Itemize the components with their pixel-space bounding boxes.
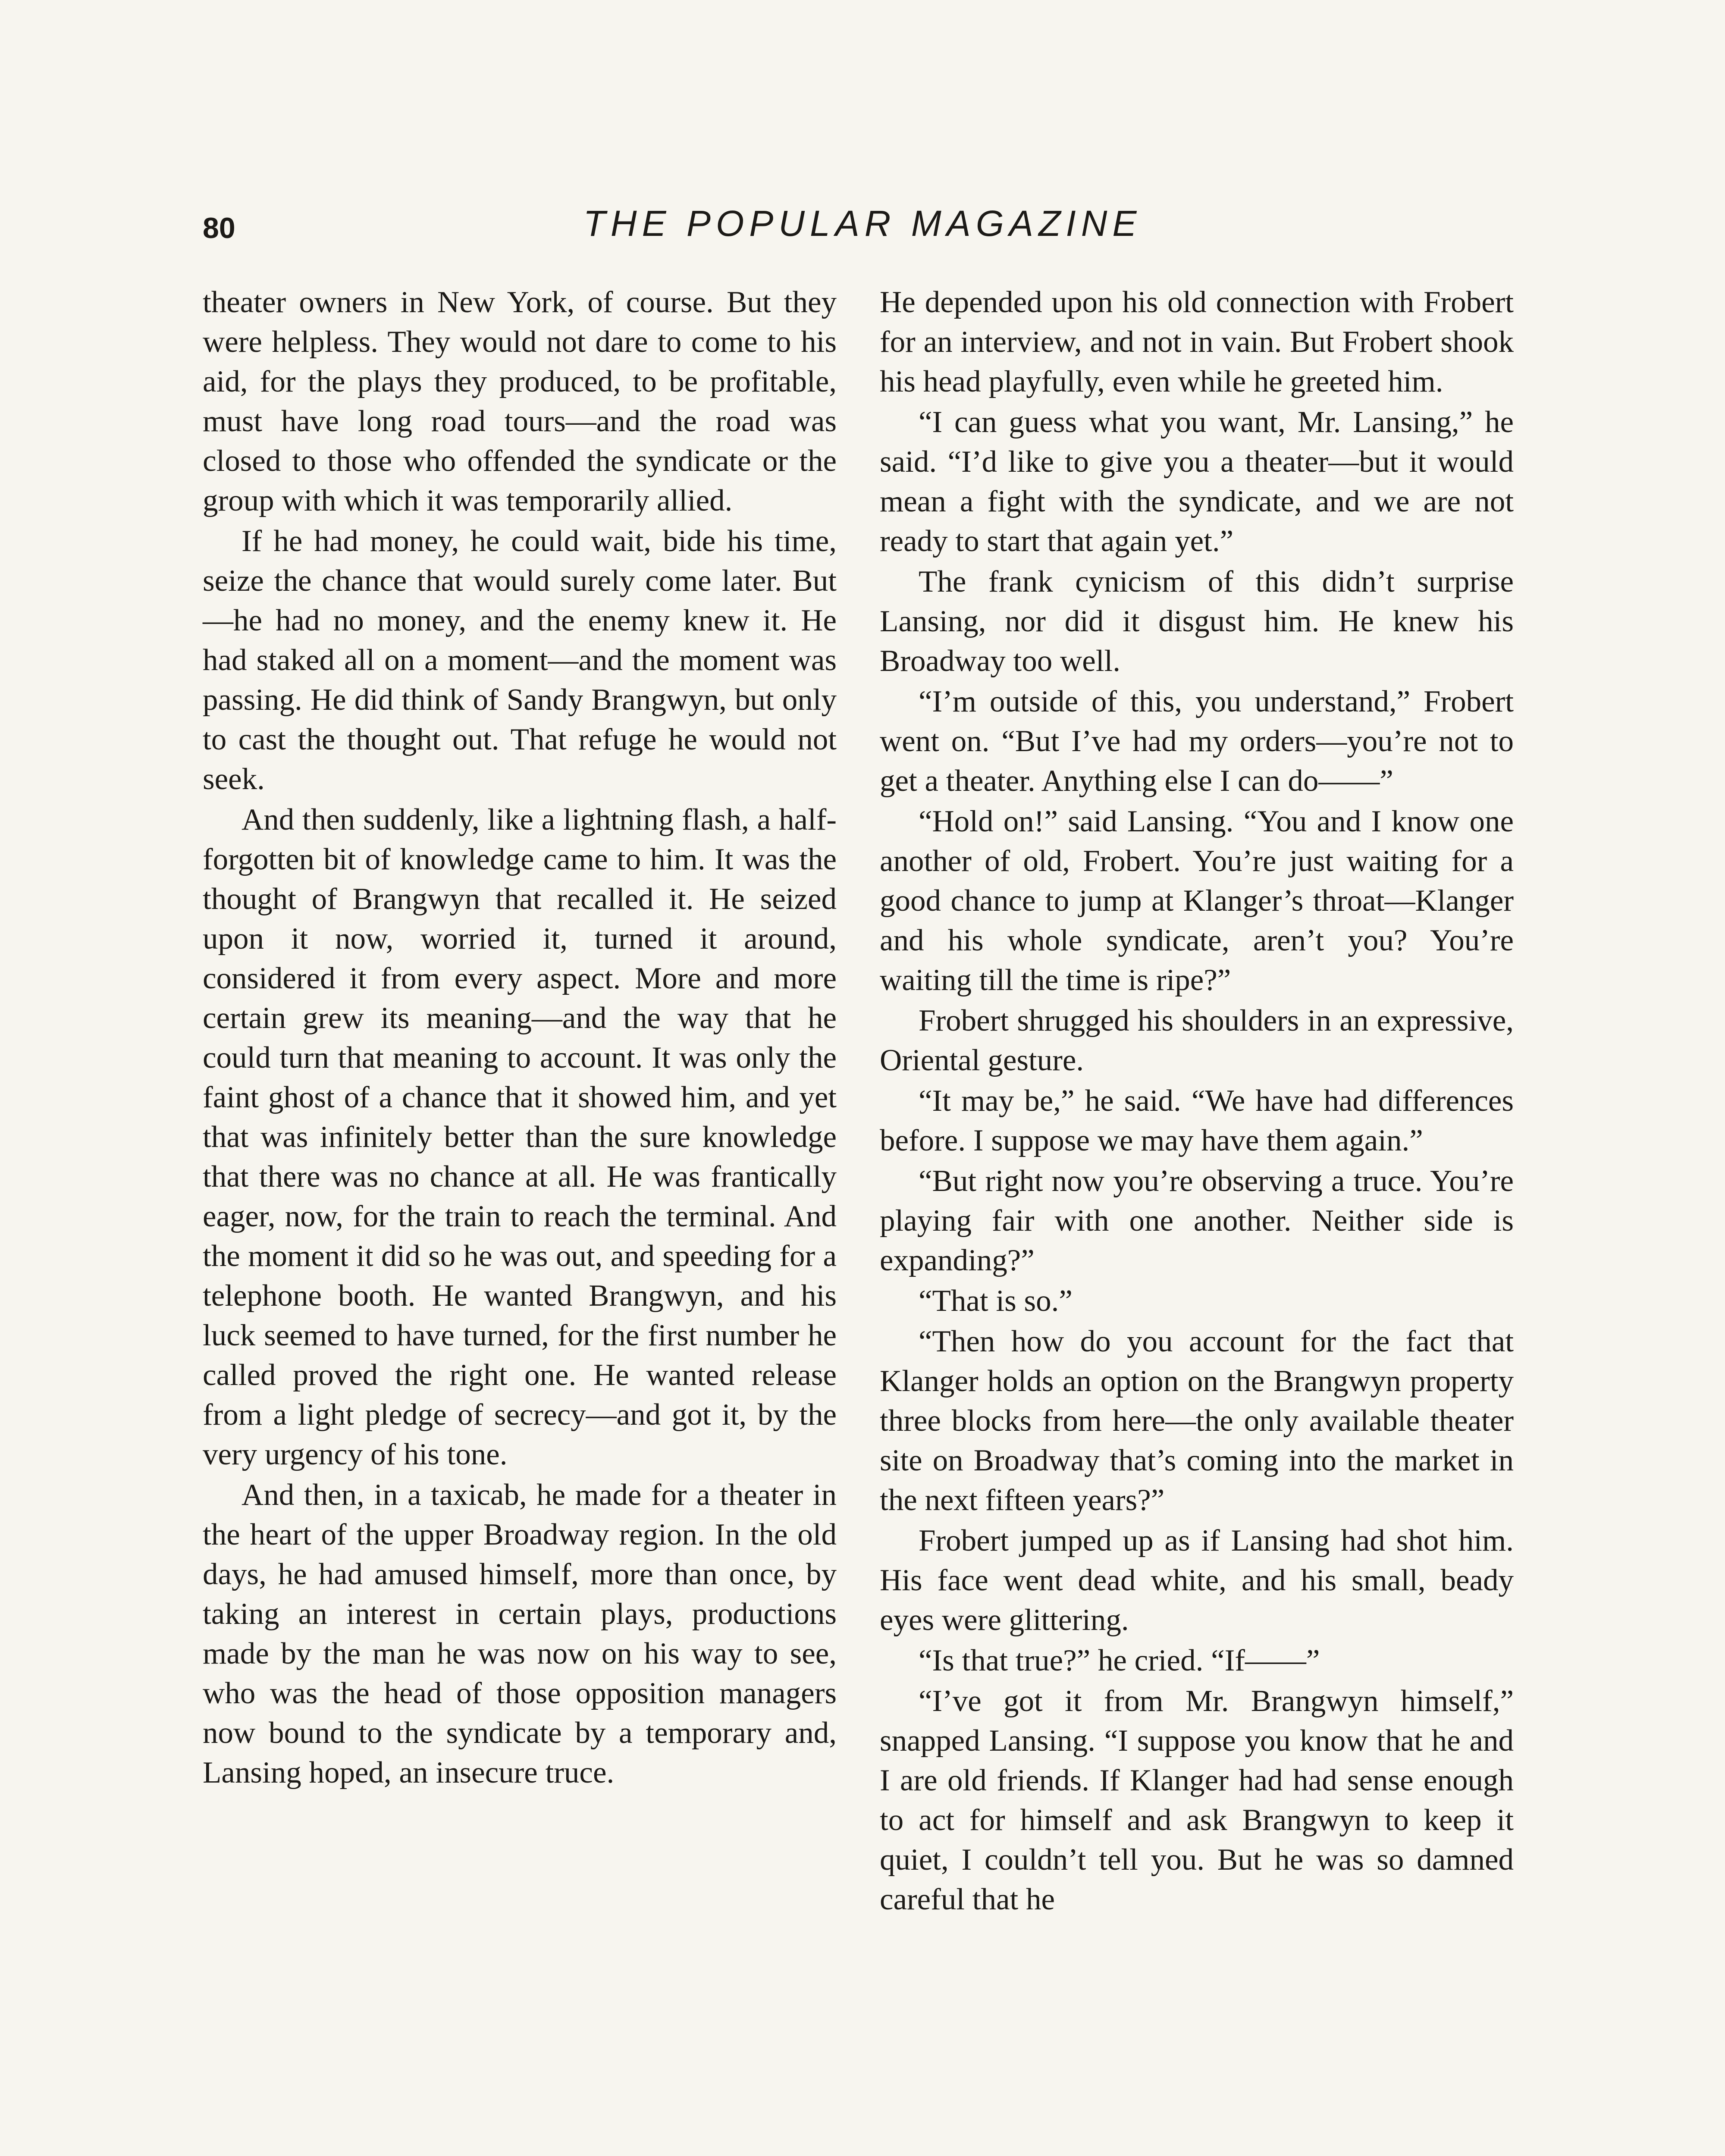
paragraph: The frank cynicism of this didn’t surprise Lansing, nor did it disgust him. He knew his Broadway too well. xyxy=(880,565,1514,678)
paragraph: Frobert jumped up as if Lansing had shot him. His face went dead white, and his small, beady eyes were glittering. xyxy=(880,1524,1514,1637)
magazine-title: THE POPULAR MAGAZINE xyxy=(583,203,1142,244)
paragraph: And then, in a taxicab, he made for a theater in the heart of the upper Broadway region. In the old days, he had amused himself, more than once, by taking an interest in certain plays, productions made by the man he was now on his way to see, who was the head of those opposition managers now bound to the syndicate by a temporary and, Lansing hoped, an insecure truce. xyxy=(203,1478,837,1789)
paragraph: “I can guess what you want, Mr. Lansing,” he said. “I’d like to give you a theater—but it would mean a fight with the syndicate, and we are not ready to start that again yet.” xyxy=(880,405,1514,558)
paragraph: He depended upon his old connection with Frobert for an interview, and not in vain. But Frobert shook his head playfully, even while he greeted him. xyxy=(880,285,1514,398)
paragraph: “I’m outside of this, you understand,” Frobert went on. “But I’ve had my orders—you’re not to get a theater. Anything else I can do——” xyxy=(880,685,1514,798)
right-column xyxy=(880,282,1514,1919)
paragraph: If he had money, he could wait, bide his time, seize the chance that would surely come later. But—he had no money, and the enemy knew it. He had staked all on a moment—and the moment was passing. He did think of Sandy Brangwyn, but only to cast the thought out. That refuge he would not seek. xyxy=(203,524,837,796)
page-header xyxy=(203,203,1522,267)
paragraph: “It may be,” he said. “We have had differences before. I suppose we may have them again.” xyxy=(880,1084,1514,1157)
paragraph: “But right now you’re observing a truce. You’re playing fair with one another. Neither side is expanding?” xyxy=(880,1164,1514,1277)
paragraph: theater owners in New York, of course. But they were helpless. They would not dare to come to his aid, for the plays they produced, to be profitable, must have long road tours—and the road was closed to those who offended the syndicate or the group with which it was temporarily allied. xyxy=(203,285,837,517)
left-column xyxy=(203,282,837,1792)
paragraph: And then suddenly, like a lightning flash, a half-forgotten bit of knowledge came to him. It was the thought of Brangwyn that recalled it. He seized upon it now, worried it, turned it around, considered it from every aspect. More and more certain grew its meaning—and the way that he could turn that meaning to account. It was only the faint ghost of a chance that it showed him, and yet that was infinitely better than the sure knowledge that there was no chance at all. He was frantically eager, now, for the train to reach the terminal. And the moment it did so he was out, and speeding for a telephone booth. He wanted Brangwyn, and his luck seemed to have turned, for the first number he called proved the right one. He wanted release from a light pledge of secrecy—and got it, by the very urgency of his tone. xyxy=(203,803,837,1471)
paragraph: “That is so.” xyxy=(919,1284,1073,1318)
paragraph: “Then how do you account for the fact that Klanger holds an option on the Brangwyn property three blocks from here—the only available theater site on Broadway that’s coming into the market in the next fifteen years?” xyxy=(880,1325,1514,1517)
paragraph: Frobert shrugged his shoulders in an expressive, Oriental gesture. xyxy=(880,1004,1514,1077)
paragraph: “Is that true?” he cried. “If——” xyxy=(919,1644,1320,1677)
paragraph: “I’ve got it from Mr. Brangwyn himself,” snapped Lansing. “I suppose you know that he and I are old friends. If Klanger had had sense enough to act for himself and ask Brangwyn to keep it quiet, I couldn’t tell you. But he was so damned careful that he xyxy=(880,1684,1514,1916)
page-number: 80 xyxy=(203,212,235,244)
paragraph: “Hold on!” said Lansing. “You and I know one another of old, Frobert. You’re just waiting for a good chance to jump at Klanger’s throat—Klanger and his whole syndicate, aren’t you? You’re waiting till the time is ripe?” xyxy=(880,805,1514,997)
